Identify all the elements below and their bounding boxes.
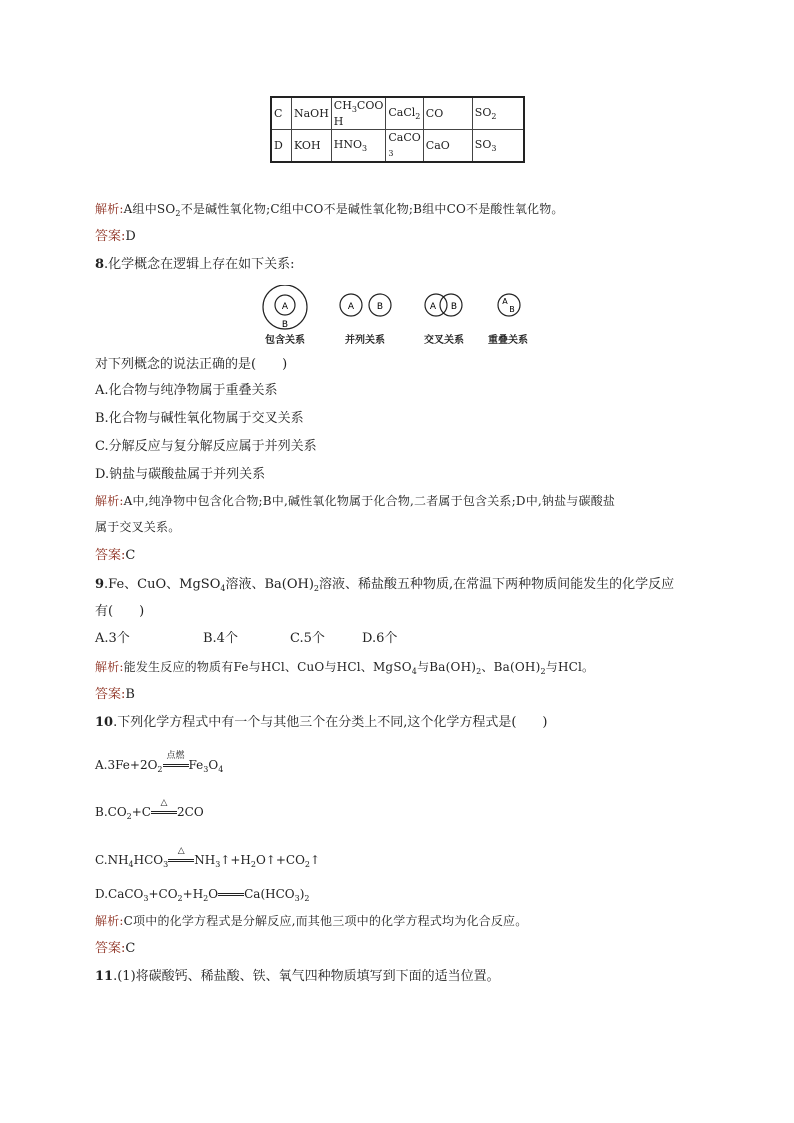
letter-a: A [281,302,289,312]
letter-b: B [281,320,289,330]
q10-answer [95,940,135,958]
equation-b: $B.CO_2+C$ △ 2CO [95,803,204,826]
question-number: 9 [95,577,105,592]
classification-table [270,96,525,163]
table-cell: C [271,97,292,130]
question-text: .(1)将碳酸钙、稀盐酸、铁、氧气四种物质填写到下面的适当位置。 [113,969,500,984]
answer-value: B [125,687,135,702]
table-cell: CaO [423,130,472,163]
table-cell: $CH_3COO$ H [331,97,386,130]
analysis-label: 解析: [95,202,124,216]
answer-label: 答案: [95,229,126,244]
q8-stem [95,256,295,274]
answer-label: 答案: [95,687,126,702]
option-b: B.4个 [203,631,238,646]
reaction-arrow [168,846,194,869]
condition-ignite: 点燃 [166,751,185,761]
analysis-label: 解析: [95,494,124,508]
q8-analysis-cont: 属于交叉关系。 [95,520,181,534]
table-cell: $SO_3$ [472,130,524,163]
condition-heat: △ [160,798,168,808]
analysis-text: C项中的化学方程式是分解反应,而其他三项中的化学方程式均为化合反应。 [123,914,528,928]
q8-question: 对下列概念的说法正确的是( ) [95,357,288,372]
option-c: C.5个 [290,631,325,646]
q11-stem [95,968,500,986]
answer-value: C [125,941,136,956]
answer-value: D [125,229,136,244]
table-row [271,97,524,130]
q8-answer [95,547,135,565]
letter-b: B [376,302,384,312]
equation-a: $A.3Fe+2O_2$ 点燃 $Fe_3O_4$ [95,756,223,779]
option-a: A.3个 [95,631,130,646]
table-cell: CO [423,97,472,130]
venn-diagrams [255,285,545,335]
option-d: D.6个 [362,631,398,646]
letter-a: A [429,302,437,312]
diagram-label-parallel: 并列关系 [345,335,385,346]
option-a: A.化合物与纯净物属于重叠关系 [95,383,278,398]
reaction-arrow [218,885,244,903]
q7-answer [95,228,136,246]
logic-relation-diagram [255,285,545,345]
answer-value: C [125,548,136,563]
equation-d: $D.CaCO_3+CO_2+H_2O$ $Ca(HCO_3)_2$ [95,887,310,903]
analysis-text: 能发生反应的物质有Fe与HCl、CuO与HCl、MgSO$_4$与$Ba(OH)_2$、$Ba(OH)_2$与HCl。 [123,660,595,676]
q10-analysis [95,912,527,930]
analysis-text: A中,纯净物中包含化合物;B中,碱性氧化物属于化合物,二者属于包含关系;D中,钠盐与碳酸盐 [123,494,616,508]
table-cell: CaCO $_3$ [386,130,423,163]
table-cell: CaCl$_2$ [386,97,423,130]
q9-analysis [95,658,594,681]
letter-a: A [347,302,355,312]
question-text: .下列化学方程式中有一个与其他三个在分类上不同,这个化学方程式是( ) [113,715,548,730]
question-number: 10 [95,715,114,730]
q9-stem [95,576,674,598]
analysis-text: A组中$SO_2$不是碱性氧化物;C组中CO不是碱性氧化物;B组中CO不是酸性氧化物。 [123,202,564,218]
diagram-label-contain: 包含关系 [265,335,305,346]
question-number: 11 [95,969,114,984]
question-text: .化学概念在逻辑上存在如下关系: [104,257,295,272]
answer-label: 答案: [95,548,126,563]
question-number: 8 [95,257,105,272]
letter-b: B [450,302,458,312]
question-text: .Fe、CuO、MgSO$_4$溶液、$Ba(OH)_2$溶液、稀盐酸五种物质,在常温下两种物质间能发生的化学反应 [104,577,675,593]
option-c: C.分解反应与复分解反应属于并列关系 [95,439,317,454]
q9-answer [95,686,135,704]
q9-stem-cont: 有( ) [95,604,145,619]
option-b: B.化合物与碱性氧化物属于交叉关系 [95,411,304,426]
letter-b: B [509,305,515,314]
letter-a: A [502,297,508,306]
table-cell: $SO_2$ [472,97,524,130]
reaction-arrow [151,798,177,821]
table-row [271,130,524,163]
table-cell: KOH [292,130,332,163]
table-cell: D [271,130,292,163]
table-cell: $HNO_3$ [331,130,386,163]
diagram-label-cross: 交叉关系 [424,335,464,346]
analysis-label: 解析: [95,914,124,928]
table-cell: NaOH [292,97,332,130]
condition-heat: △ [177,846,185,856]
reaction-arrow [163,751,189,774]
answer-label: 答案: [95,941,126,956]
q7-analysis [95,200,564,223]
option-d: D.钠盐与碳酸盐属于并列关系 [95,467,266,482]
q10-stem [95,714,548,732]
equation-c: $C.NH_4HCO_3$ △ $NH_3↑+H_2O↑+CO_2↑$ [95,851,320,874]
q8-analysis [95,492,615,510]
diagram-label-overlap: 重叠关系 [488,335,528,346]
analysis-label: 解析: [95,660,124,674]
